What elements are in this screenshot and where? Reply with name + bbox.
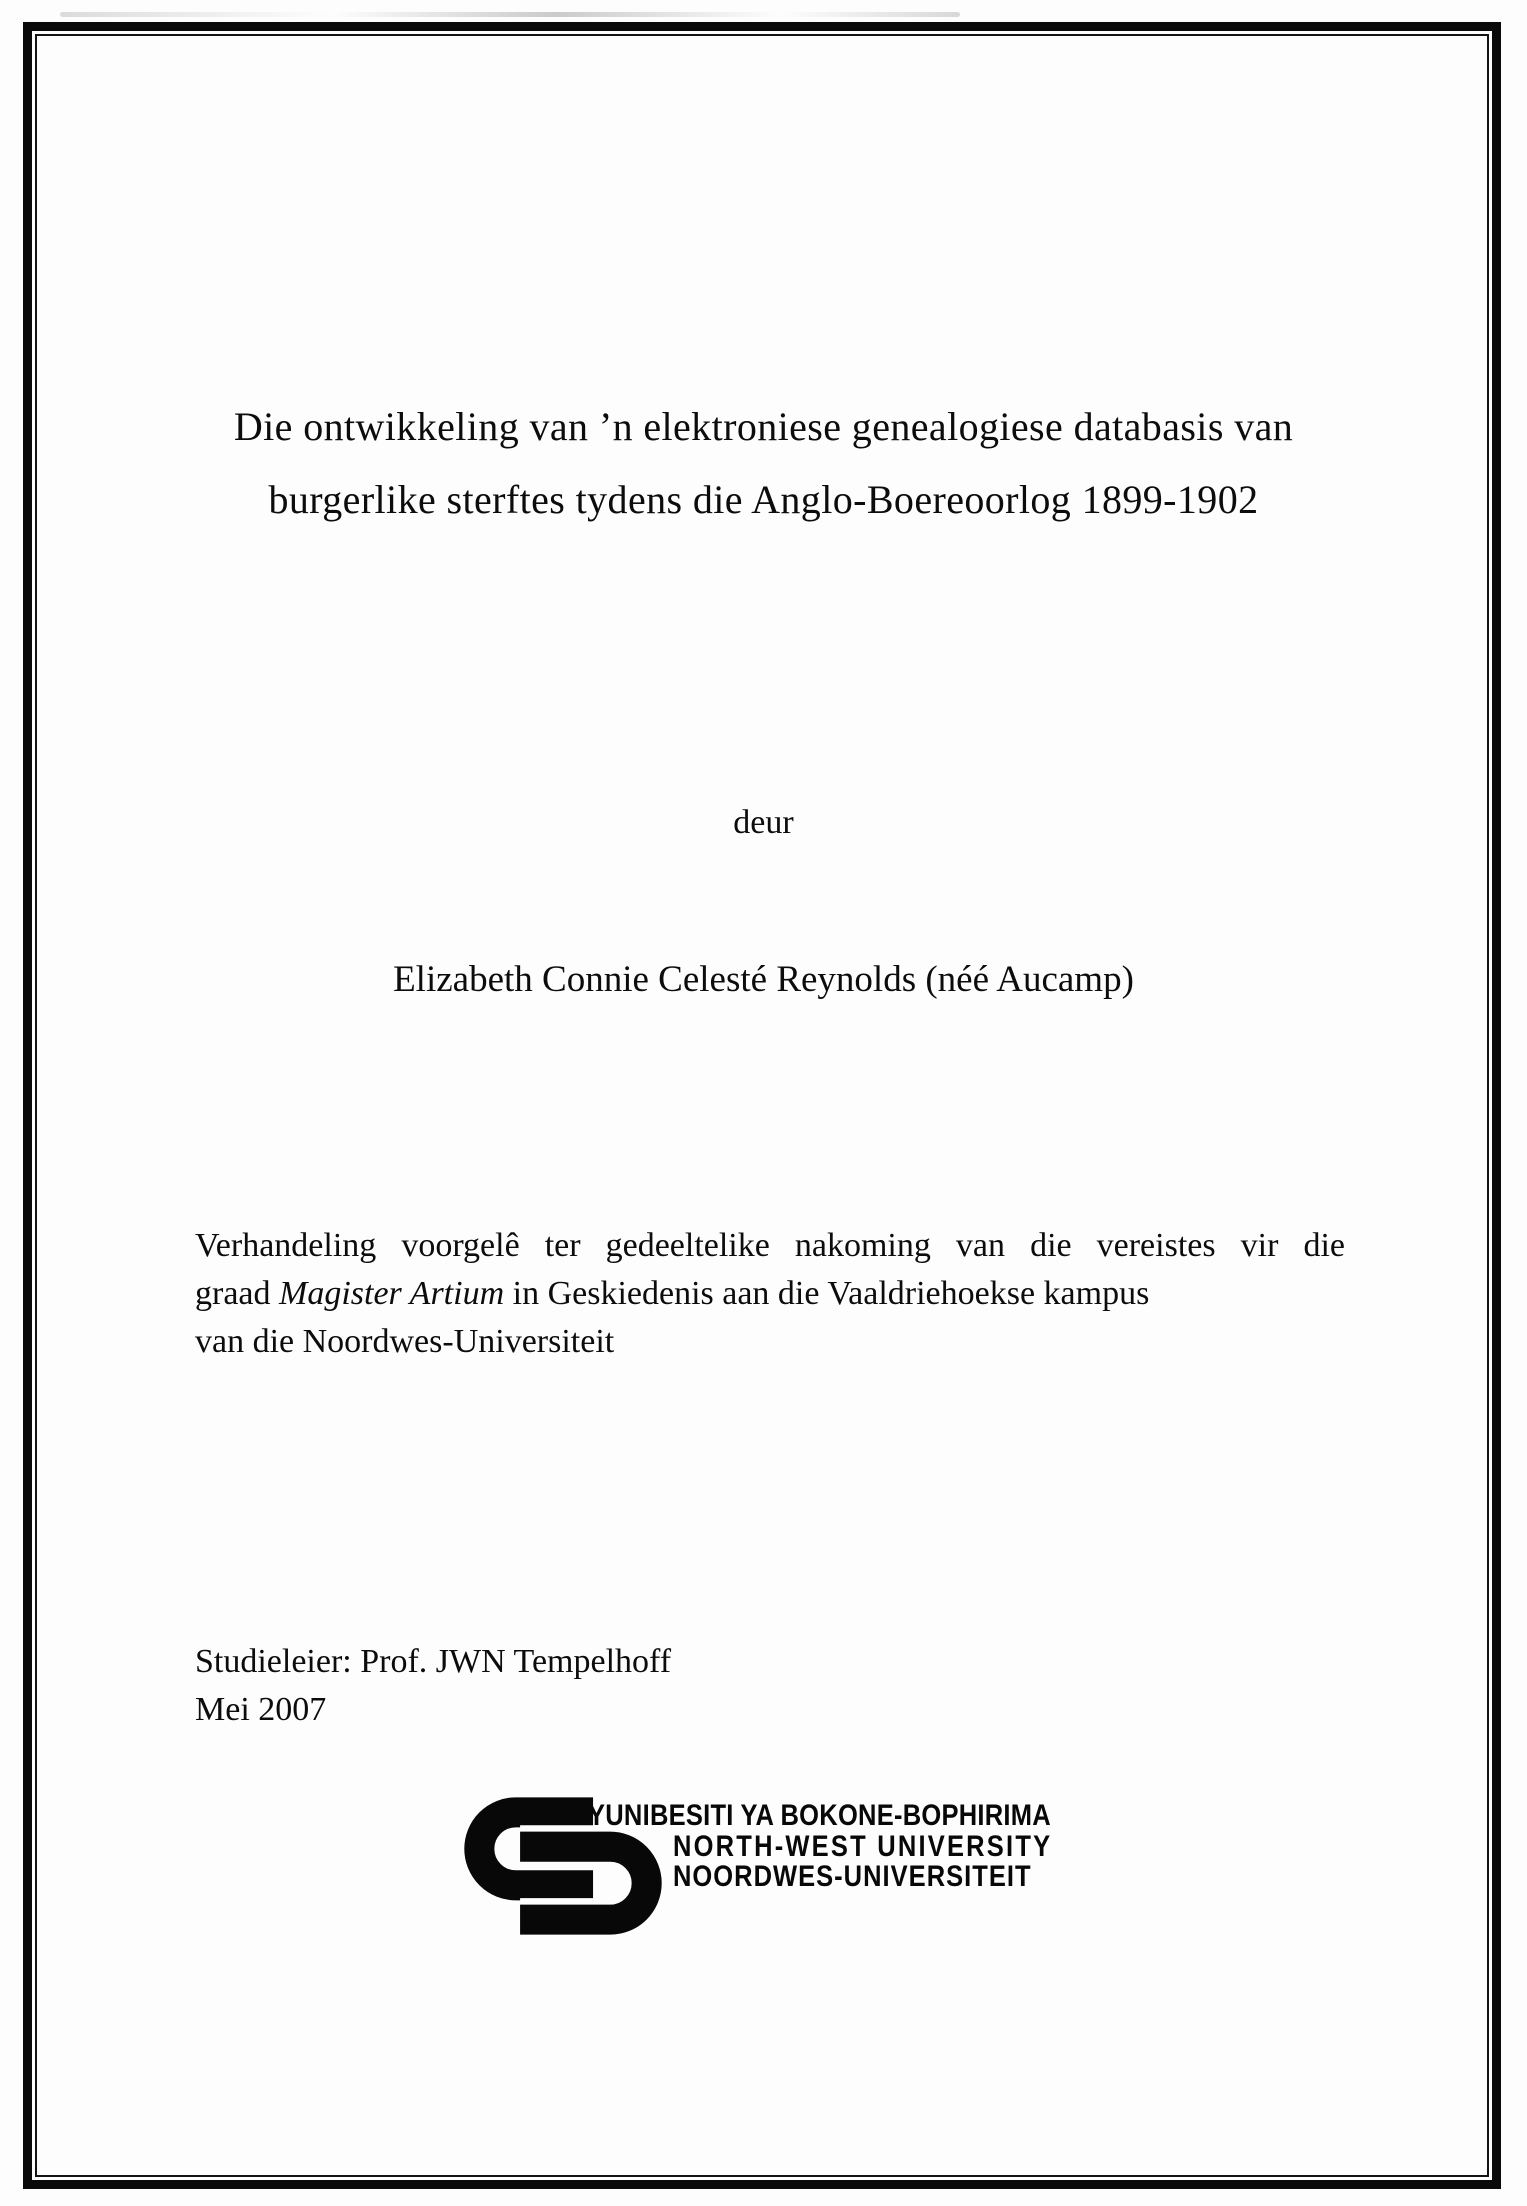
- logo-text-line-1: YUNIBESITI YA BOKONE-BOPHIRIMA: [588, 1799, 1051, 1832]
- thesis-title: [120, 390, 1407, 536]
- degree-statement-line-2-pre: graad: [195, 1275, 280, 1312]
- byline-deur: deur: [733, 804, 794, 841]
- degree-statement: [195, 1222, 1345, 1366]
- scan-artifact: [60, 12, 960, 17]
- thesis-title-line-2: burgerlike sterftes tydens die Anglo-Boereoorlog 1899-1902: [268, 477, 1259, 522]
- date-line: Mei 2007: [195, 1691, 327, 1728]
- logo-text-line-3: NOORDWES-UNIVERSITEIT: [673, 1860, 1032, 1893]
- supervisor-line: Studieleier: Prof. JWN Tempelhoff: [195, 1643, 672, 1680]
- degree-name-italic: Magister Artium: [279, 1275, 505, 1312]
- degree-statement-line-2-post: in Geskiedenis aan die Vaaldriehoekse kampus: [504, 1275, 1150, 1312]
- degree-statement-line-2: [195, 1270, 1345, 1318]
- author-name: Elizabeth Connie Celesté Reynolds (néé Aucamp): [393, 959, 1134, 1000]
- degree-statement-line-1: Verhandeling voorgelê ter gedeeltelike nakoming van die vereistes vir die: [195, 1227, 1345, 1264]
- thesis-title-line-1: Die ontwikkeling van ’n elektroniese genealogiese databasis van: [233, 404, 1294, 449]
- supervisor-block: [195, 1638, 671, 1734]
- logo-text-line-2: NORTH-WEST UNIVERSITY: [673, 1830, 1053, 1863]
- degree-statement-line-3: van die Noordwes-Universiteit: [195, 1323, 615, 1360]
